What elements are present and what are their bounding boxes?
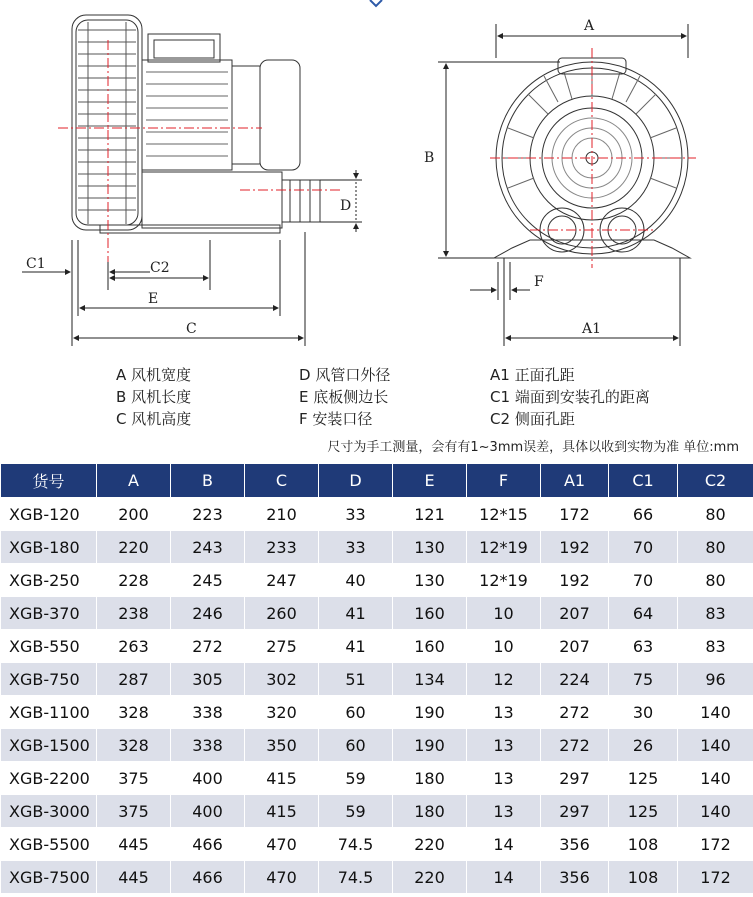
table-row <box>1 729 753 762</box>
table-cell: 80 <box>678 564 753 597</box>
legend-item: B 风机长度 <box>116 388 192 406</box>
model-cell: XGB-1500 <box>1 729 97 762</box>
table-cell: 228 <box>97 564 171 597</box>
label-c: C <box>186 321 197 337</box>
table-cell: 223 <box>171 498 245 531</box>
table-cell: 63 <box>609 630 678 663</box>
legend-item: C1 端面到安装孔的距离 <box>490 388 650 406</box>
table-cell: 466 <box>171 861 245 894</box>
table-cell: 275 <box>245 630 319 663</box>
column-header: B <box>171 464 245 498</box>
table-row <box>1 663 753 696</box>
table-row <box>1 630 753 663</box>
table-cell: 375 <box>97 762 171 795</box>
table-cell: 12*19 <box>467 564 541 597</box>
table-cell: 41 <box>319 630 393 663</box>
table-header-row <box>1 464 753 498</box>
model-cell: XGB-370 <box>1 597 97 630</box>
table-cell: 356 <box>541 861 609 894</box>
table-cell: 287 <box>97 663 171 696</box>
table-cell: 125 <box>609 762 678 795</box>
table-cell: 466 <box>171 828 245 861</box>
table-cell: 70 <box>609 531 678 564</box>
table-cell: 125 <box>609 795 678 828</box>
table-cell: 245 <box>171 564 245 597</box>
table-cell: 160 <box>393 597 467 630</box>
table-cell: 121 <box>393 498 467 531</box>
table-row <box>1 795 753 828</box>
table-cell: 415 <box>245 762 319 795</box>
legend-item: A 风机宽度 <box>116 366 192 384</box>
table-cell: 59 <box>319 762 393 795</box>
table-cell: 220 <box>393 828 467 861</box>
label-c2: C2 <box>150 260 170 276</box>
table-row <box>1 696 753 729</box>
table-cell: 12*19 <box>467 531 541 564</box>
table-cell: 83 <box>678 630 753 663</box>
label-a1: A1 <box>582 321 602 337</box>
table-cell: 338 <box>171 729 245 762</box>
table-cell: 445 <box>97 861 171 894</box>
table-cell: 108 <box>609 861 678 894</box>
table-cell: 66 <box>609 498 678 531</box>
table-row <box>1 762 753 795</box>
table-cell: 180 <box>393 762 467 795</box>
side-view <box>72 15 320 233</box>
table-cell: 220 <box>97 531 171 564</box>
table-row <box>1 828 753 861</box>
table-cell: 445 <box>97 828 171 861</box>
table-cell: 233 <box>245 531 319 564</box>
table-cell: 64 <box>609 597 678 630</box>
column-header: C <box>245 464 319 498</box>
table-cell: 13 <box>467 696 541 729</box>
table-cell: 140 <box>678 795 753 828</box>
column-header: C2 <box>678 464 753 498</box>
table-cell: 190 <box>393 696 467 729</box>
table-cell: 320 <box>245 696 319 729</box>
model-cell: XGB-250 <box>1 564 97 597</box>
dimension-legend <box>0 360 753 440</box>
table-cell: 172 <box>541 498 609 531</box>
table-cell: 297 <box>541 795 609 828</box>
table-cell: 14 <box>467 861 541 894</box>
table-row <box>1 564 753 597</box>
table-cell: 108 <box>609 828 678 861</box>
table-cell: 60 <box>319 696 393 729</box>
table-cell: 26 <box>609 729 678 762</box>
table-cell: 80 <box>678 531 753 564</box>
table-cell: 207 <box>541 597 609 630</box>
table-cell: 10 <box>467 630 541 663</box>
table-cell: 272 <box>541 696 609 729</box>
table-cell: 272 <box>541 729 609 762</box>
table-cell: 160 <box>393 630 467 663</box>
table-cell: 263 <box>97 630 171 663</box>
column-header: A <box>97 464 171 498</box>
label-f: F <box>534 274 544 290</box>
table-cell: 305 <box>171 663 245 696</box>
table-cell: 260 <box>245 597 319 630</box>
table-cell: 74.5 <box>319 828 393 861</box>
table-cell: 13 <box>467 795 541 828</box>
model-cell: XGB-5500 <box>1 828 97 861</box>
table-cell: 207 <box>541 630 609 663</box>
legend-item: C2 侧面孔距 <box>490 410 575 428</box>
measurement-note: 尺寸为手工测量，会有有1~3mm误差，具体以收到实物为准 单位:mm <box>327 440 739 455</box>
legend-item: E 底板侧边长 <box>299 388 389 406</box>
label-a: A <box>584 18 595 34</box>
table-cell: 238 <box>97 597 171 630</box>
table-cell: 192 <box>541 564 609 597</box>
table-cell: 60 <box>319 729 393 762</box>
table-cell: 328 <box>97 696 171 729</box>
table-cell: 30 <box>609 696 678 729</box>
model-cell: XGB-750 <box>1 663 97 696</box>
table-cell: 220 <box>393 861 467 894</box>
model-cell: XGB-3000 <box>1 795 97 828</box>
column-header: A1 <box>541 464 609 498</box>
table-cell: 375 <box>97 795 171 828</box>
table-cell: 41 <box>319 597 393 630</box>
table-cell: 130 <box>393 531 467 564</box>
table-cell: 74.5 <box>319 861 393 894</box>
table-cell: 80 <box>678 498 753 531</box>
table-cell: 190 <box>393 729 467 762</box>
table-row <box>1 861 753 894</box>
table-cell: 243 <box>171 531 245 564</box>
label-c1: C1 <box>26 256 46 272</box>
table-cell: 140 <box>678 696 753 729</box>
model-cell: XGB-180 <box>1 531 97 564</box>
table-cell: 51 <box>319 663 393 696</box>
table-cell: 33 <box>319 498 393 531</box>
table-cell: 12*15 <box>467 498 541 531</box>
spec-table <box>0 463 753 894</box>
table-cell: 140 <box>678 729 753 762</box>
table-cell: 356 <box>541 828 609 861</box>
table-cell: 200 <box>97 498 171 531</box>
column-header: E <box>393 464 467 498</box>
table-cell: 59 <box>319 795 393 828</box>
legend-item: C 风机高度 <box>116 410 192 428</box>
table-cell: 13 <box>467 729 541 762</box>
table-cell: 40 <box>319 564 393 597</box>
table-cell: 302 <box>245 663 319 696</box>
legend-item: A1 正面孔距 <box>490 366 575 384</box>
model-cell: XGB-550 <box>1 630 97 663</box>
table-cell: 192 <box>541 531 609 564</box>
table-cell: 246 <box>171 597 245 630</box>
table-cell: 247 <box>245 564 319 597</box>
legend-item: D 风管口外径 <box>299 366 391 384</box>
table-cell: 297 <box>541 762 609 795</box>
dimension-drawing <box>0 0 753 360</box>
table-cell: 134 <box>393 663 467 696</box>
table-cell: 75 <box>609 663 678 696</box>
table-cell: 470 <box>245 861 319 894</box>
model-cell: XGB-120 <box>1 498 97 531</box>
column-header: 货号 <box>1 464 97 498</box>
table-cell: 400 <box>171 762 245 795</box>
table-row <box>1 498 753 531</box>
table-cell: 130 <box>393 564 467 597</box>
table-cell: 140 <box>678 762 753 795</box>
table-cell: 83 <box>678 597 753 630</box>
table-cell: 172 <box>678 861 753 894</box>
column-header: C1 <box>609 464 678 498</box>
table-cell: 96 <box>678 663 753 696</box>
table-cell: 400 <box>171 795 245 828</box>
table-cell: 224 <box>541 663 609 696</box>
label-d: D <box>340 198 352 214</box>
table-cell: 33 <box>319 531 393 564</box>
table-row <box>1 531 753 564</box>
label-b: B <box>424 150 435 166</box>
table-cell: 12 <box>467 663 541 696</box>
table-body <box>1 498 753 894</box>
table-cell: 10 <box>467 597 541 630</box>
model-cell: XGB-2200 <box>1 762 97 795</box>
label-e: E <box>148 291 159 307</box>
table-cell: 13 <box>467 762 541 795</box>
table-cell: 415 <box>245 795 319 828</box>
table-cell: 210 <box>245 498 319 531</box>
table-cell: 172 <box>678 828 753 861</box>
table-cell: 328 <box>97 729 171 762</box>
model-cell: XGB-1100 <box>1 696 97 729</box>
table-cell: 350 <box>245 729 319 762</box>
table-cell: 14 <box>467 828 541 861</box>
model-cell: XGB-7500 <box>1 861 97 894</box>
legend-item: F 安装口径 <box>299 410 373 428</box>
table-row <box>1 597 753 630</box>
column-header: F <box>467 464 541 498</box>
table-cell: 470 <box>245 828 319 861</box>
table-cell: 70 <box>609 564 678 597</box>
table-cell: 272 <box>171 630 245 663</box>
table-cell: 338 <box>171 696 245 729</box>
column-header: D <box>319 464 393 498</box>
table-cell: 180 <box>393 795 467 828</box>
